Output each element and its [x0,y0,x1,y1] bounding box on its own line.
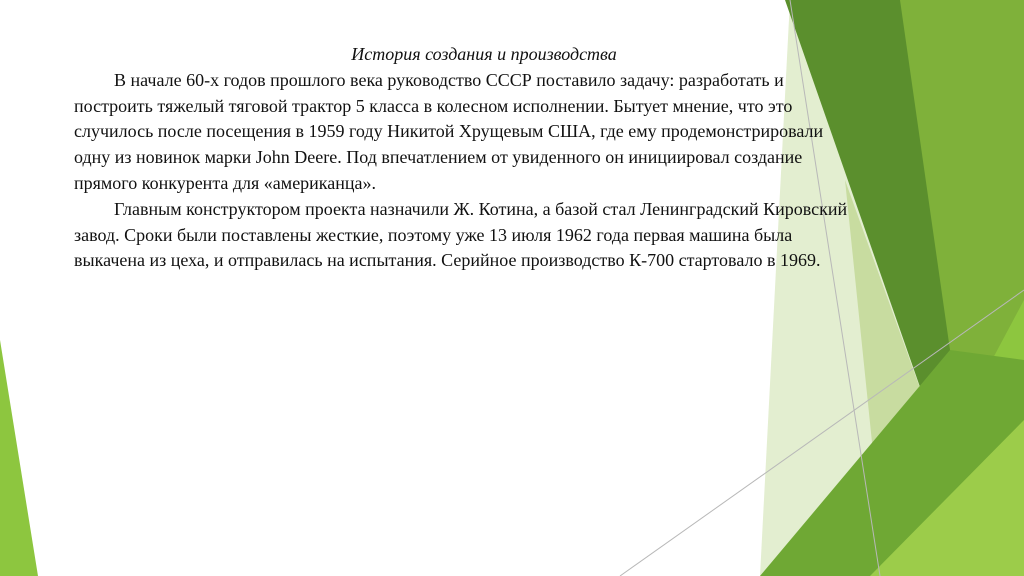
paragraph-2: Главным конструктором проекта назначили Ж. Котина, а базой стал Ленинградский Кировский завод. Сроки были поставлены жесткие, поэтому уже 13 июля 1962 года первая машина была выкачена из цеха, и отправилась на испытания. Серийное производство К-700 стартовало в 1969. [74,198,848,271]
left-green-sliver [0,340,38,576]
text-content [74,42,854,274]
paragraph-1: В начале 60-х годов прошлого века руководство СССР поставило задачу: разработать и построить тяжелый тяговой трактор 5 класса в колесном исполнении. Бытует мнение, что это случилось после посещения в 1959 году Никитой Хрущевым США, где ему продемонстрировали одну из новинок марки John Deere. Под впечатлением от увиденного он инициировал создание прямого конкурента для «американца». [74,69,824,193]
slide-title: История создания и производства [351,44,617,64]
